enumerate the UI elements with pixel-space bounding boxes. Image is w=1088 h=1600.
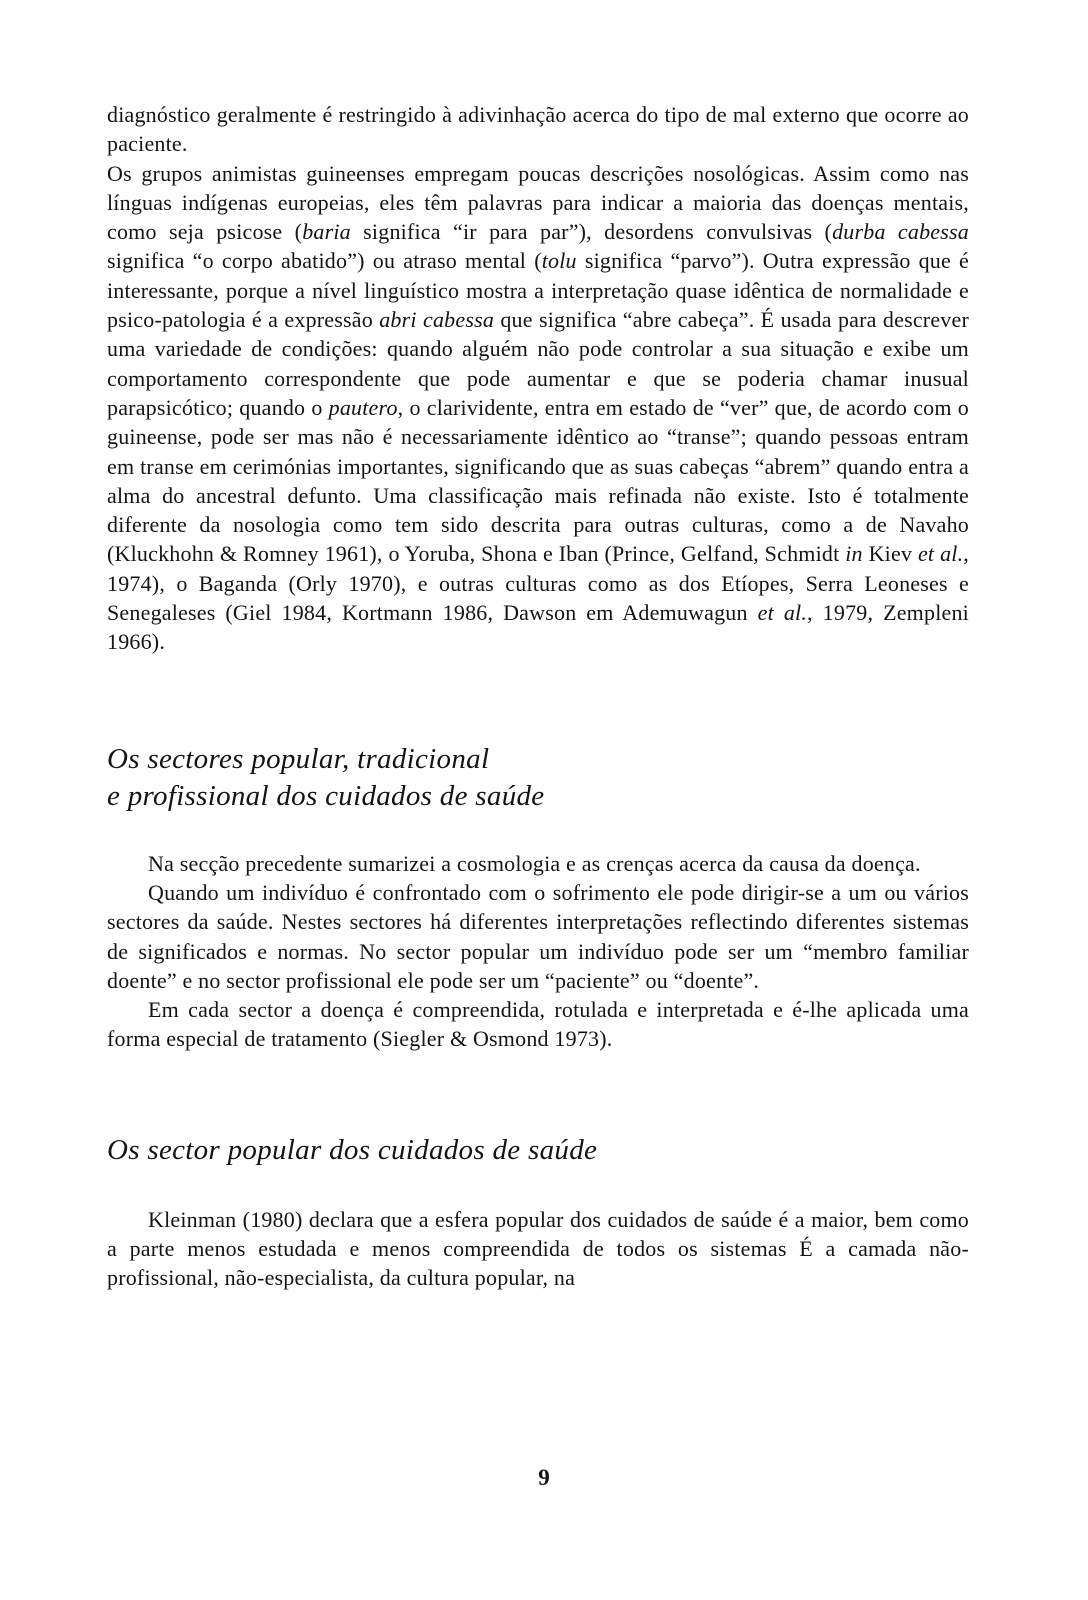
page-body (107, 100, 969, 1293)
section-heading-sectors (107, 741, 969, 815)
italic-term: in (845, 541, 863, 567)
italic-term: et al. (757, 600, 808, 626)
italic-term: abri cabessa (379, 307, 495, 333)
section-heading-line-1: Os sectores popular, tradicional (107, 742, 490, 775)
italic-term: et al. (917, 541, 964, 567)
page-number: 9 (538, 1465, 550, 1490)
paragraph-nosology: Os grupos animistas guineenses empregam poucas descrições nosológicas. Assim como nas línguas indígenas europeias, eles têm palavras para indicar a maioria das doenças mentais, como seja psicose (baria significa “ir para par”), desordens convulsivas (durba cabessa significa “o corpo abatido”) ou atraso mental (tolu significa “parvo”). Outra expressão que é interessante, porque a nível linguístico mostra a interpretação quase idêntica de normalidade e psico-patologia é a expressão abri cabessa que significa “abre cabeça”. É usada para descrever uma variedade de condições: quando alguém não pode controlar a sua situação e exibe um comportamento correspondente que pode aumentar e que se poderia chamar inusual parapsicótico; quando o pautero, o clarividente, entra em estado de “ver” que, de acordo com o guineense, pode ser mas não é necessariamente idêntico ao “transe”; quando pessoas entram em transe em cerimónias importantes, significando que as suas cabeças “abrem” quando entra a alma do ancestral defunto. Uma classificação mais refinada não existe. Isto é totalmente diferente da nosologia como tem sido descrita para outras culturas, como a de Navaho (Kluckhohn & Romney 1961), o Yoruba, Shona e Iban (Prince, Gelfand, Schmidt in Kiev et al., 1974), o Baganda (Orly 1970), e outras culturas como as dos Etíopes, Serra Leoneses e Senegaleses (Giel 1984, Kortmann 1986, Dawson em Ademuwagun et al., 1979, Zempleni 1966). (107, 160, 970, 655)
paragraph: Na secção precedente sumarizei a cosmologia e as crenças acerca da causa da doença. (148, 850, 921, 876)
paragraph: Em cada sector a doença é compreendida, rotulada e interpretada e é-lhe aplicada uma forma especial de tratamento (Siegler & Osmond 1973). (107, 997, 969, 1052)
paragraph-continuation: diagnóstico geralmente é restringido à adivinhação acerca do tipo de mal externo que ocorre ao paciente. (107, 102, 969, 157)
italic-term: pautero (328, 394, 398, 420)
section-sectors-body (107, 849, 969, 1054)
section-popular-body (107, 1205, 969, 1293)
paragraph: Quando um indivíduo é confrontado com o sofrimento ele pode dirigir-se a um ou vários sectores da saúde. Nestes sectores há diferentes interpretações reflectindo diferentes sistemas de significados e normas. No sector popular um indivíduo pode ser um “membro familiar doente” e no sector profissional ele pode ser um “paciente” ou “doente”. (107, 879, 969, 993)
paragraph: Kleinman (1980) declara que a esfera popular dos cuidados de saúde é a maior, bem como a parte menos estudada e menos compreendida de todos os sistemas É a camada não-profissional, não-especialista, da cultura popular, na (107, 1206, 969, 1291)
section-heading-line-2: e profissional dos cuidados de saúde (107, 779, 545, 812)
italic-term: durba cabessa (832, 219, 969, 245)
section-heading-popular: Os sector popular dos cuidados de saúde (107, 1133, 598, 1166)
italic-term: baria (302, 219, 351, 245)
italic-term: tolu (541, 248, 577, 274)
